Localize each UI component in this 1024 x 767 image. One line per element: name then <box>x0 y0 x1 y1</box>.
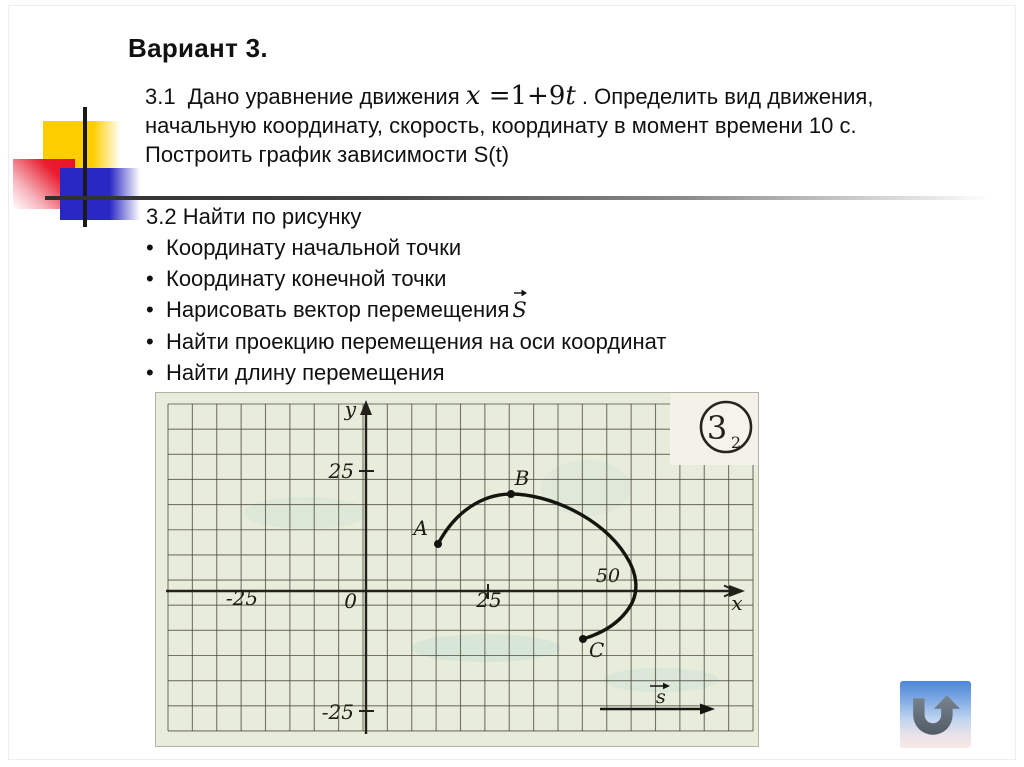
bullet-icon: • <box>146 360 154 385</box>
bullet-icon: • <box>146 297 154 322</box>
point-a-label: A <box>413 516 428 540</box>
list-item <box>146 263 666 294</box>
equation-t: t <box>565 81 576 111</box>
y-axis-label: y <box>344 397 356 421</box>
list-item <box>146 294 666 326</box>
section-divider-line <box>45 196 990 200</box>
label-50: 50 <box>595 565 621 587</box>
bullet-icon: • <box>146 329 154 354</box>
badge-subscript: 2 <box>730 433 742 452</box>
list-item-text: Нарисовать вектор перемещения <box>166 297 510 322</box>
y-tick-neg25-label: -25 <box>321 700 354 724</box>
figure-number-badge <box>701 402 751 452</box>
paper-background <box>156 393 758 746</box>
vector-s-symbol <box>512 295 526 326</box>
problem-3-2-block <box>146 201 666 388</box>
point-c-label: C <box>589 638 605 662</box>
point-c-dot <box>579 635 587 643</box>
list-item-text: Координату конечной точки <box>166 266 447 291</box>
problem-3-1-after-eq: . Определить вид движения, начальную координату, скорость, координату в момент времени 10 с. Построить график зависимости S(t) <box>145 84 880 167</box>
return-button[interactable] <box>900 681 971 748</box>
point-b-dot <box>507 490 515 498</box>
origin-label: 0 <box>344 589 357 613</box>
vector-s-letter: S <box>512 298 527 322</box>
vector-arrow-icon <box>513 288 528 296</box>
slide-title: Вариант 3. <box>128 33 268 63</box>
equation-x: x <box>465 81 481 111</box>
x-tick-25-label: 25 <box>476 588 502 612</box>
decor-vertical-line <box>83 107 87 227</box>
decor-blue-square <box>60 168 140 220</box>
bullet-icon: • <box>146 266 154 291</box>
x-tick-neg25-label: -25 <box>225 586 259 610</box>
bullet-icon: • <box>146 235 154 260</box>
trajectory-figure <box>155 392 759 747</box>
list-item <box>146 326 666 357</box>
vector-s-label: s <box>656 686 666 708</box>
problem-3-1-before-eq: 3.1 Дано уравнение движения <box>145 84 466 109</box>
u-turn-arrow-icon <box>909 692 963 738</box>
list-item-text: Найти проекцию перемещения на оси координат <box>166 329 667 354</box>
list-item-text: Найти длину перемещения <box>166 360 445 385</box>
problem-3-2-heading: 3.2 Найти по рисунку <box>146 204 362 229</box>
motion-equation <box>466 81 576 111</box>
trajectory-figure-svg <box>156 393 758 746</box>
y-tick-25-label: 25 <box>328 459 354 483</box>
problem-3-1-text <box>145 82 887 169</box>
list-item-text: Координату начальной точки <box>166 235 462 260</box>
point-a-dot <box>434 540 442 548</box>
badge-number: 3 <box>706 409 728 447</box>
point-b-label: B <box>514 466 530 490</box>
list-item <box>146 357 666 388</box>
x-axis-label: x <box>731 591 743 615</box>
list-item <box>146 232 666 263</box>
equation-mid: =1+9 <box>480 81 566 111</box>
